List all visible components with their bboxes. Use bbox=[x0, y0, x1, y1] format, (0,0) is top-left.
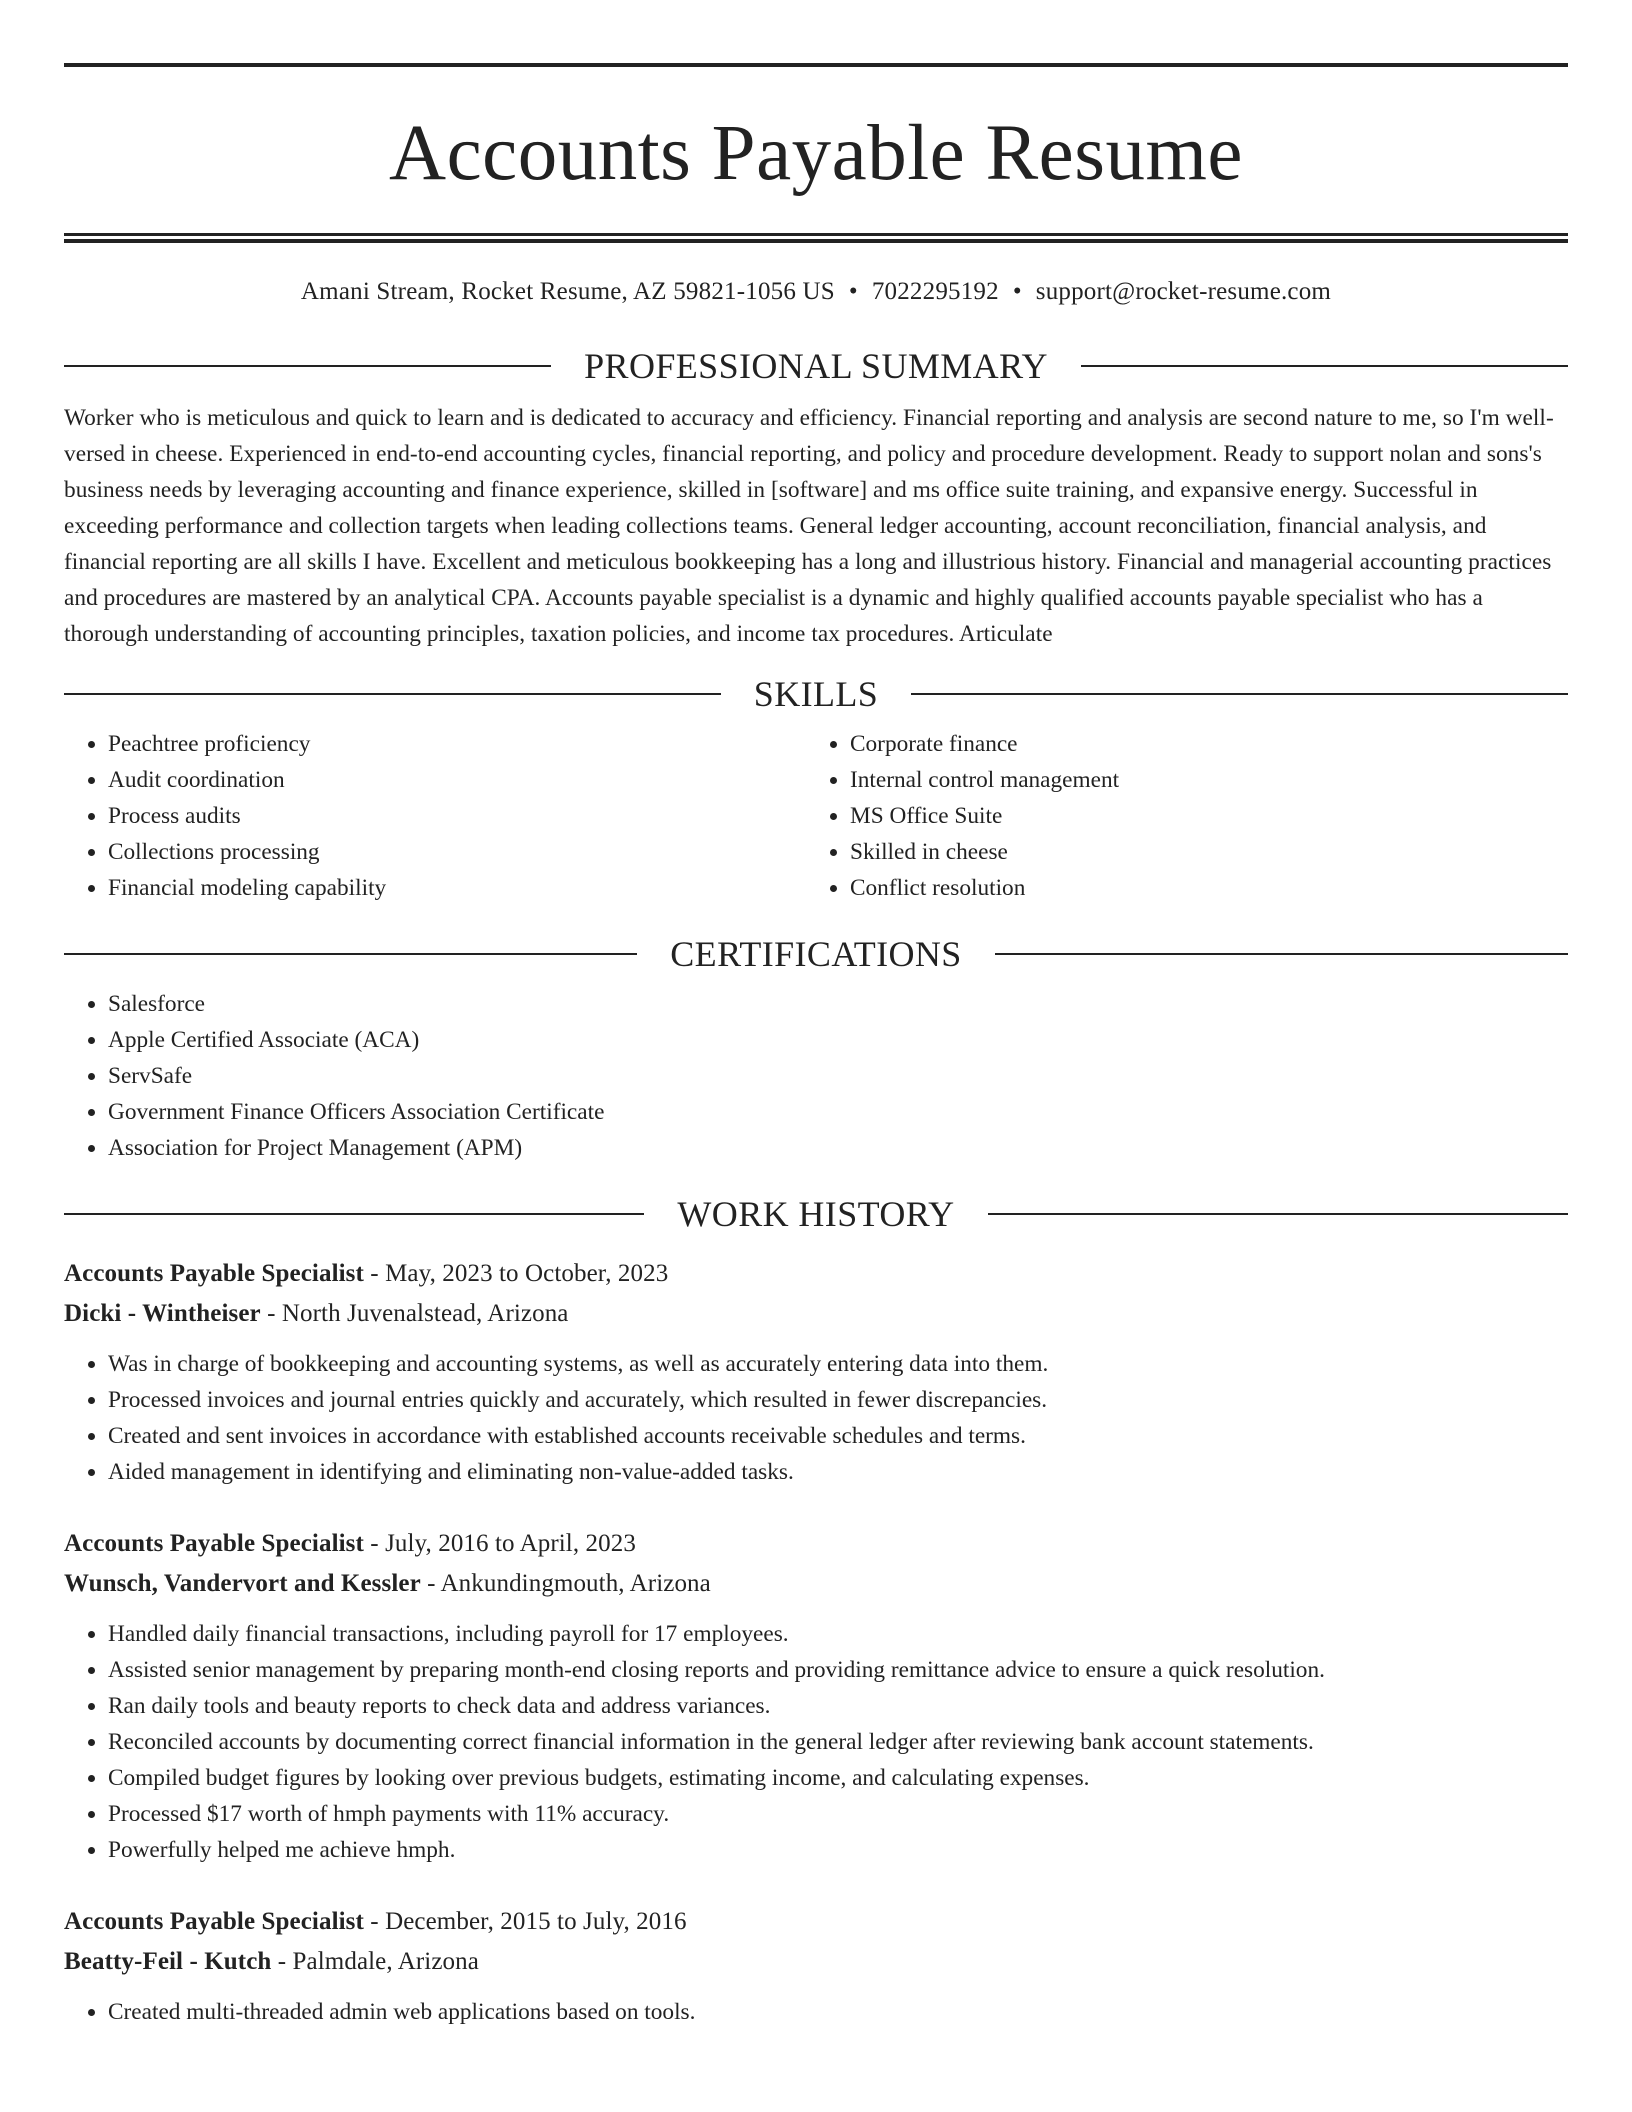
job-dash: - bbox=[260, 1300, 282, 1327]
job-bullet: • Created multi-threaded admin web applications based on tools. bbox=[108, 1994, 1568, 2030]
job-title-line bbox=[64, 1524, 1568, 1564]
job-dates: May, 2023 to October, 2023 bbox=[385, 1260, 669, 1287]
job-bullet: • Powerfully helped me achieve hmph. bbox=[108, 1832, 1568, 1868]
skill-item: • Financial modeling capability bbox=[108, 870, 806, 906]
top-rule bbox=[64, 63, 1568, 67]
skills-heading: SKILLS bbox=[753, 674, 879, 714]
job-bullet: • Assisted senior management by preparing month-end closing reports and providing remittance advice to ensure a quick resolution. bbox=[108, 1652, 1568, 1688]
skill-item: • Peachtree proficiency bbox=[108, 726, 806, 762]
job-title-line bbox=[64, 1902, 1568, 1942]
certification-item: • Association for Project Management (APM) bbox=[108, 1130, 1568, 1166]
skill-item: • Audit coordination bbox=[108, 762, 806, 798]
job-title-line bbox=[64, 1254, 1568, 1294]
certification-item: • Apple Certified Associate (ACA) bbox=[108, 1022, 1568, 1058]
title-double-rule bbox=[64, 233, 1568, 243]
job-entry bbox=[64, 1902, 1568, 2030]
job-company: Dicki - Wintheiser bbox=[64, 1300, 261, 1327]
job-dates: July, 2016 to April, 2023 bbox=[385, 1530, 636, 1557]
skill-item: • Skilled in cheese bbox=[850, 834, 1568, 870]
section-rule-left bbox=[64, 953, 637, 955]
section-rule-right bbox=[1081, 365, 1568, 367]
contact-address: Amani Stream, Rocket Resume, AZ 59821-1056 US bbox=[300, 278, 835, 305]
skills-grid bbox=[64, 726, 1568, 906]
job-company: Beatty-Feil - Kutch bbox=[64, 1948, 272, 1975]
job-bullets bbox=[64, 1616, 1568, 1868]
job-bullet: • Processed invoices and journal entries quickly and accurately, which resulted in fewer discrepancies. bbox=[108, 1382, 1568, 1418]
job-title: Accounts Payable Specialist bbox=[64, 1908, 364, 1935]
skill-item: • Collections processing bbox=[108, 834, 806, 870]
job-company-line bbox=[64, 1564, 1568, 1604]
skills-list-right bbox=[806, 726, 1568, 906]
skills-section-header bbox=[64, 672, 1568, 716]
skill-item: • Conflict resolution bbox=[850, 870, 1568, 906]
contact-separator: • bbox=[1012, 278, 1022, 305]
job-bullet: • Processed $17 worth of hmph payments with 11% accuracy. bbox=[108, 1796, 1568, 1832]
work-history-heading: WORK HISTORY bbox=[677, 1194, 955, 1234]
skill-item: • Corporate finance bbox=[850, 726, 1568, 762]
skills-list-left bbox=[64, 726, 806, 906]
job-location: North Juvenalstead, Arizona bbox=[281, 1300, 569, 1327]
section-rule-left bbox=[64, 1213, 644, 1215]
certifications-list bbox=[64, 986, 1568, 1166]
skills-column-right bbox=[806, 726, 1568, 906]
job-location: Ankundingmouth, Arizona bbox=[440, 1570, 711, 1597]
contact-line bbox=[64, 276, 1568, 308]
job-entry bbox=[64, 1254, 1568, 1490]
job-dash: - bbox=[363, 1530, 386, 1557]
job-bullet: • Handled daily financial transactions, including payroll for 17 employees. bbox=[108, 1616, 1568, 1652]
certifications-section-header bbox=[64, 932, 1568, 976]
job-dash: - bbox=[271, 1948, 293, 1975]
job-bullet: • Created and sent invoices in accordance with established accounts receivable schedules and terms. bbox=[108, 1418, 1568, 1454]
section-rule-right bbox=[911, 693, 1568, 695]
summary-section-header bbox=[64, 344, 1568, 388]
section-rule-left bbox=[64, 693, 721, 695]
job-company-line bbox=[64, 1942, 1568, 1982]
job-bullets bbox=[64, 1346, 1568, 1490]
job-company-line bbox=[64, 1294, 1568, 1334]
work-history-section-header bbox=[64, 1192, 1568, 1236]
contact-phone: 7022295192 bbox=[871, 278, 999, 305]
contact-separator: • bbox=[848, 278, 858, 305]
job-dates: December, 2015 to July, 2016 bbox=[385, 1908, 687, 1935]
job-dash: - bbox=[363, 1260, 386, 1287]
job-dash: - bbox=[420, 1570, 441, 1597]
summary-text: Worker who is meticulous and quick to learn and is dedicated to accuracy and efficiency. Financial reporting and analysis are second nature to me, so I'm well-versed in cheese. Experienced in end-to-end accounting cycles, financial reporting, and policy and procedure development. Ready to support nolan and sons's business needs by leveraging accounting and finance experience, skilled in [software] and ms office suite training, and expansive energy. Successful in exceeding performance and collection targets when leading collections teams. General ledger accounting, account reconciliation, financial analysis, and financial reporting are all skills I have. Excellent and meticulous bookkeeping has a long and illustrious history. Financial and managerial accounting practices and procedures are mastered by an analytical CPA. Accounts payable specialist is a dynamic and highly qualified accounts payable specialist who has a thorough understanding of accounting principles, taxation policies, and income tax procedures. Articulate bbox=[64, 405, 1554, 647]
skills-column-left bbox=[64, 726, 806, 906]
job-bullet: • Was in charge of bookkeeping and accounting systems, as well as accurately entering data into them. bbox=[108, 1346, 1568, 1382]
certification-item: • ServSafe bbox=[108, 1058, 1568, 1094]
job-bullet: • Aided management in identifying and eliminating non-value-added tasks. bbox=[108, 1454, 1568, 1490]
job-bullet: • Ran daily tools and beauty reports to check data and address variances. bbox=[108, 1688, 1568, 1724]
skill-item: • Process audits bbox=[108, 798, 806, 834]
skill-item: • MS Office Suite bbox=[850, 798, 1568, 834]
job-company: Wunsch, Vandervort and Kessler bbox=[64, 1570, 421, 1597]
skill-item: • Internal control management bbox=[850, 762, 1568, 798]
section-rule-left bbox=[64, 365, 551, 367]
summary-heading: PROFESSIONAL SUMMARY bbox=[584, 346, 1048, 386]
certifications-heading: CERTIFICATIONS bbox=[670, 934, 962, 974]
section-rule-right bbox=[988, 1213, 1568, 1215]
job-location: Palmdale, Arizona bbox=[292, 1948, 479, 1975]
resume-title: Accounts Payable Resume bbox=[389, 110, 1243, 197]
job-title: Accounts Payable Specialist bbox=[64, 1530, 364, 1557]
job-dash: - bbox=[363, 1908, 386, 1935]
job-bullet: • Reconciled accounts by documenting correct financial information in the general ledger after reviewing bank account statements. bbox=[108, 1724, 1568, 1760]
job-bullets bbox=[64, 1994, 1568, 2030]
certification-item: • Salesforce bbox=[108, 986, 1568, 1022]
job-entry bbox=[64, 1524, 1568, 1868]
section-rule-right bbox=[995, 953, 1568, 955]
contact-email: support@rocket-resume.com bbox=[1035, 278, 1332, 305]
job-bullet: • Compiled budget figures by looking over previous budgets, estimating income, and calculating expenses. bbox=[108, 1760, 1568, 1796]
certification-item: • Government Finance Officers Association Certificate bbox=[108, 1094, 1568, 1130]
job-title: Accounts Payable Specialist bbox=[64, 1260, 364, 1287]
